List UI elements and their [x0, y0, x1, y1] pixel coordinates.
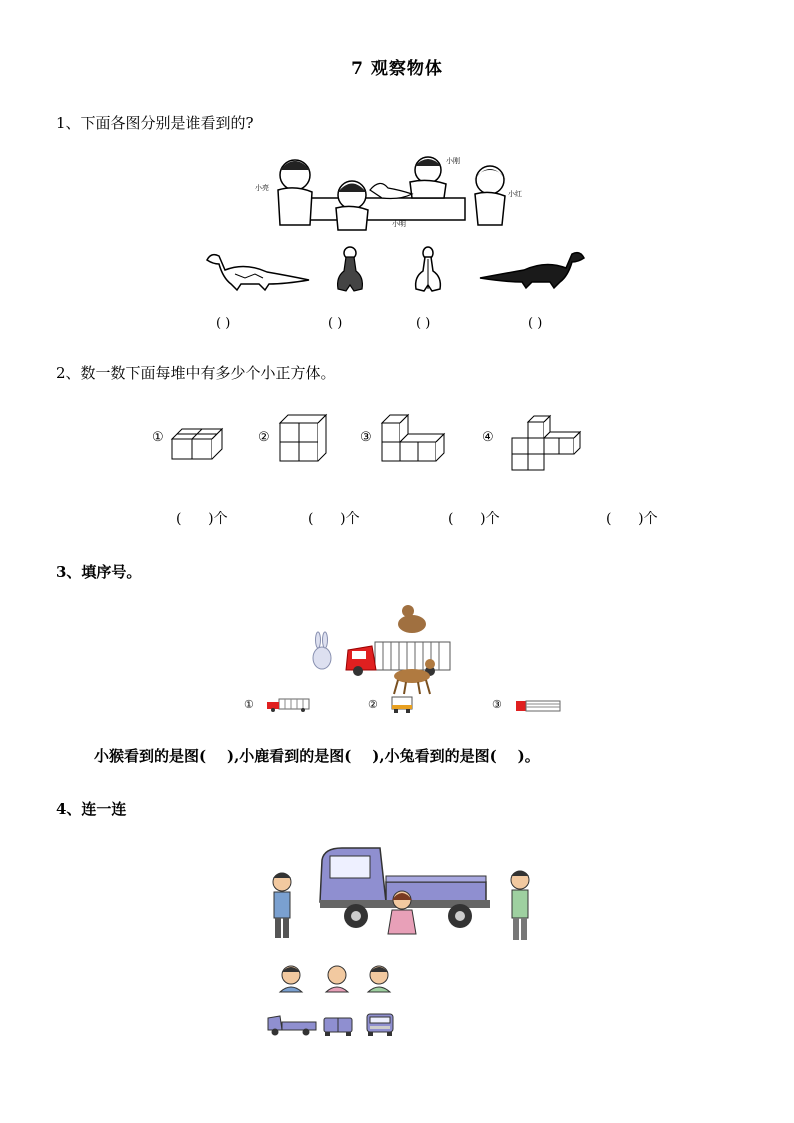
name-label-top: 小刚 [446, 157, 460, 165]
name-label-bottom: 小明 [392, 220, 406, 228]
view-label-3: ③ [492, 698, 502, 711]
question-3-prompt: 3、填序号。 [56, 563, 142, 581]
question-1-prompt: 1、下面各图分别是谁看到的? [56, 114, 254, 132]
children-around-table-illustration [250, 150, 520, 230]
question-2-prompt: 2、数一数下面每堆中有多少个小正方体。 [56, 364, 336, 382]
truck-side-view-option [265, 697, 311, 713]
cube-pile-label-2: ② [258, 430, 270, 445]
q3-fill-sentence[interactable]: 小猴看到的是图( ),小鹿看到的是图( ),小兔看到的是图( )。 [94, 747, 540, 765]
cube-pile-4 [510, 414, 582, 474]
q1-answer-4[interactable]: ( ) [528, 316, 543, 331]
truck-side-view-icon[interactable] [266, 1012, 318, 1038]
girl-face-icon[interactable] [322, 962, 352, 992]
name-label-left: 小亮 [255, 184, 269, 192]
q2-answer-2[interactable]: ( )个 [308, 511, 360, 527]
view-label-2: ② [368, 698, 378, 711]
truck-back-view-icon[interactable] [322, 1012, 354, 1038]
cube-pile-label-1: ① [152, 430, 164, 445]
boy-face-icon-1[interactable] [276, 962, 306, 992]
page-title: 7 观察物体 [351, 59, 443, 79]
truck-back-view-option [390, 695, 414, 715]
dinosaur-back-view-image [408, 245, 448, 293]
cube-pile-3 [380, 413, 446, 463]
dinosaur-front-view-image [330, 245, 370, 293]
q1-answer-1[interactable]: ( ) [216, 316, 231, 331]
cube-pile-label-4: ④ [482, 430, 494, 445]
question-4-prompt: 4、连一连 [56, 800, 127, 818]
dinosaur-other-side-view-image [478, 248, 586, 290]
cube-pile-2 [278, 413, 328, 463]
cube-pile-label-3: ③ [360, 430, 372, 445]
view-label-1: ① [244, 698, 254, 711]
truck-with-animals-illustration [300, 604, 460, 696]
name-label-right: 小红 [508, 190, 522, 198]
truck-top-view-option [514, 700, 562, 712]
truck-front-view-icon[interactable] [364, 1012, 396, 1038]
q2-answer-3[interactable]: ( )个 [448, 511, 500, 527]
q2-answer-1[interactable]: ( )个 [176, 511, 228, 527]
q1-answer-3[interactable]: ( ) [416, 316, 431, 331]
q2-answer-4[interactable]: ( )个 [606, 511, 658, 527]
truck-and-children-illustration [262, 842, 542, 946]
q1-answer-2[interactable]: ( ) [328, 316, 343, 331]
boy-face-icon-2[interactable] [364, 962, 394, 992]
dinosaur-side-view-image [205, 250, 310, 292]
cube-pile-1 [170, 425, 226, 463]
